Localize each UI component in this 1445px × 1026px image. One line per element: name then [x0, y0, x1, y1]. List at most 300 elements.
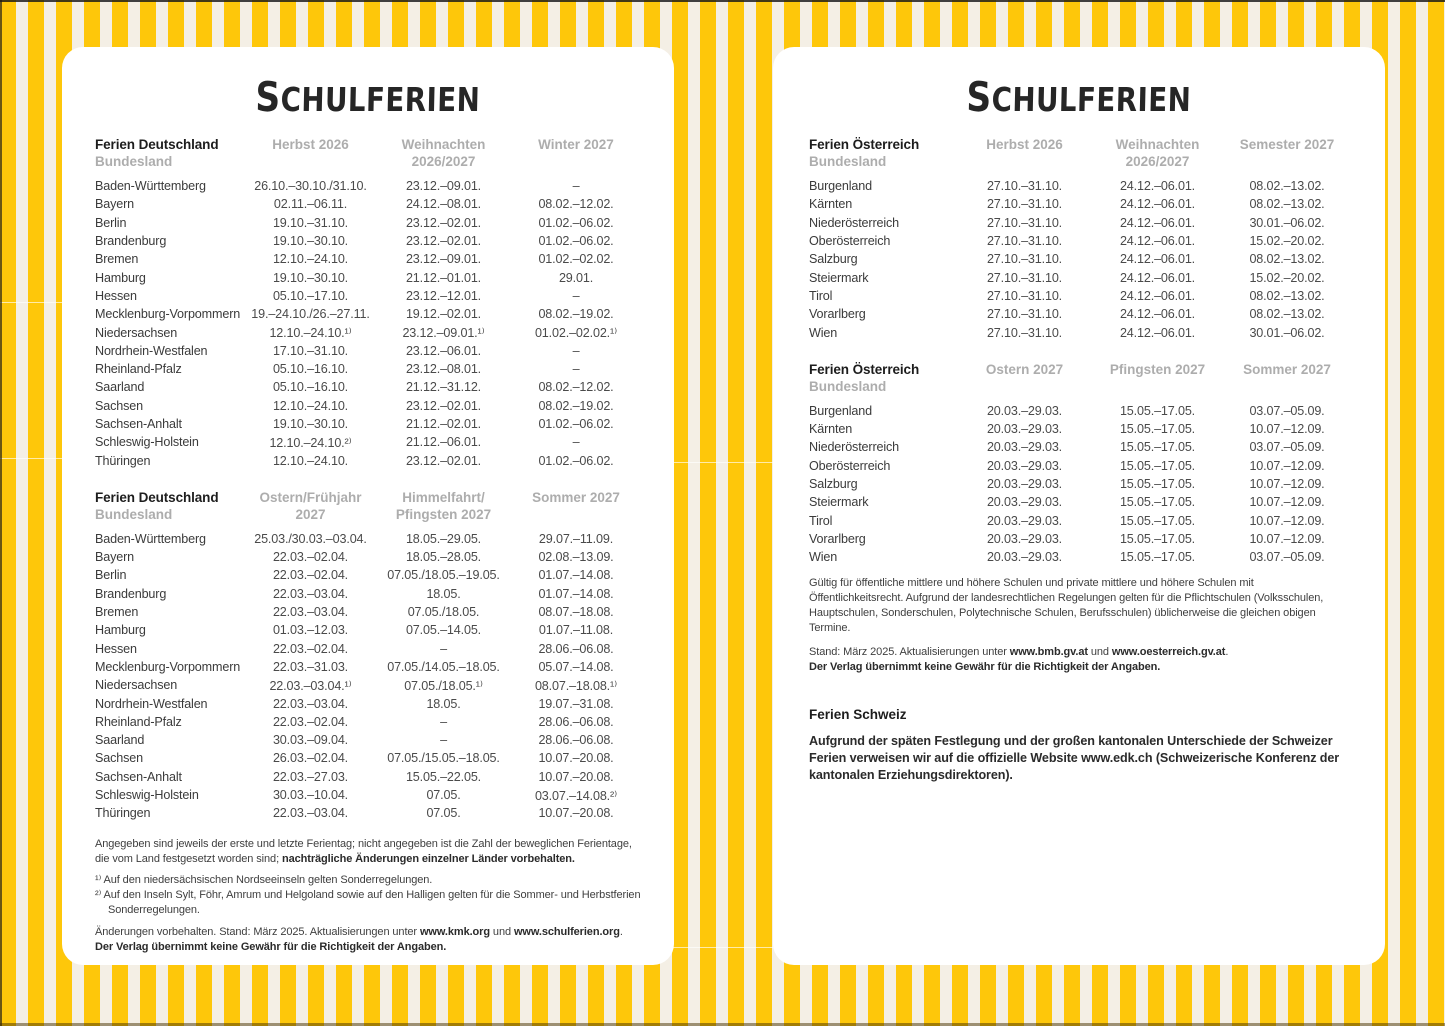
column-header: Ostern 2027 [985, 361, 1064, 377]
date-range: 07.05./18.05.¹⁾ [404, 678, 483, 693]
land-name: Bayern [95, 197, 135, 212]
land-name: Thüringen [95, 453, 151, 468]
table-header-austria-1 [809, 136, 1349, 170]
date-range: 22.03.–02.04. [272, 641, 349, 656]
date-range: 10.07.–12.09. [1249, 495, 1325, 510]
date-range: 12.10.–24.10.²⁾ [269, 435, 352, 450]
date-range: 28.06.–06.08. [538, 641, 614, 656]
table-body-austria-1 [809, 177, 1349, 342]
table-subtitle: Bundesland [809, 378, 887, 394]
land-name: Niederösterreich [809, 440, 899, 455]
land-name: Hessen [95, 288, 137, 303]
table-row [809, 457, 1349, 475]
date-range: 20.03.–29.03. [986, 550, 1063, 565]
date-range: 20.03.–29.03. [986, 440, 1063, 455]
land-name: Schleswig-Holstein [95, 788, 199, 803]
table-row [95, 786, 641, 804]
date-range: 10.07.–20.08. [538, 769, 614, 784]
table-title: Ferien Österreich [809, 137, 920, 152]
link-oesterreich: www.oesterreich.gv.at [1111, 646, 1226, 659]
table-row [809, 438, 1349, 456]
date-range: 15.05.–17.05. [1119, 495, 1196, 510]
date-range: 23.12.–09.01. [405, 252, 482, 267]
date-range: 03.07.–05.09. [1249, 440, 1325, 455]
table-subtitle: Bundesland [809, 154, 887, 169]
column-header: Himmelfahrt/ Pfingsten 2027 [395, 489, 492, 522]
date-range: 08.02.–13.02. [1249, 252, 1325, 267]
date-range: 08.02.–13.02. [1249, 307, 1325, 322]
table-header-germany-1 [95, 136, 641, 170]
table-row [95, 195, 641, 213]
land-name: Niederösterreich [809, 215, 899, 230]
date-range: 01.02.–06.02. [538, 453, 614, 468]
table-header-germany-2 [95, 489, 641, 523]
table-row [809, 177, 1349, 195]
land-name: Schleswig-Holstein [95, 435, 199, 450]
land-name: Nordrhein-Westfalen [95, 343, 208, 358]
table-row [95, 566, 641, 584]
date-range: 15.02.–20.02. [1249, 270, 1325, 285]
date-range: 22.03.–03.04. [272, 586, 349, 601]
date-range: 28.06.–06.08. [538, 733, 614, 748]
table-row [95, 214, 641, 232]
date-range: 27.10.–31.10. [986, 252, 1063, 267]
table-body-germany-1 [95, 177, 641, 470]
column-header: Ostern/Frühjahr 2027 [259, 489, 362, 522]
table-row [809, 305, 1349, 323]
table-row [95, 250, 641, 268]
table-row [809, 250, 1349, 268]
date-range: 21.12.–06.01. [405, 435, 482, 450]
date-range: 10.07.–12.09. [1249, 531, 1325, 546]
land-name: Oberösterreich [809, 458, 891, 473]
table-row [95, 397, 641, 415]
date-range: 12.10.–24.10. [272, 453, 349, 468]
date-range: 15.05.–17.05. [1119, 513, 1196, 528]
table-row [95, 305, 641, 323]
disclaimer-austria: Stand: März 2025. Aktualisierungen unter www.bmb.gv.at und www.oesterreich.gv.at. Der Verlag übernimmt keine Gewähr für die Richtigkeit der Angaben. [809, 645, 1349, 675]
table-row [95, 603, 641, 621]
date-range: 24.12.–06.01. [1119, 288, 1196, 303]
table-row [95, 585, 641, 603]
date-range: 19.10.–31.10. [272, 215, 349, 230]
date-range: 10.07.–12.09. [1249, 513, 1325, 528]
land-name: Burgenland [809, 403, 872, 418]
date-range: 01.02.–06.02. [538, 215, 614, 230]
date-range: 23.12.–06.01. [405, 343, 482, 358]
column-header: Herbst 2026 [986, 137, 1063, 152]
general-note: Angegeben sind jeweils der erste und letzte Ferientag; nicht angegeben ist die Zahl der beweglichen Ferientage, die vom Land festgesetzt worden sind; nachträgliche Änderungen einzelner Länder vorbehalten. [95, 837, 632, 865]
date-range: 03.07.–05.09. [1249, 550, 1325, 565]
date-range: 12.10.–24.10.¹⁾ [269, 326, 352, 341]
date-range: – [572, 362, 580, 377]
land-name: Steiermark [809, 270, 869, 285]
date-range: 27.10.–31.10. [986, 270, 1063, 285]
table-row [95, 640, 641, 658]
date-range: 27.10.–31.10. [986, 325, 1063, 340]
date-range: 18.05. [426, 586, 461, 601]
date-range: 02.11.–06.11. [273, 197, 348, 212]
date-range: 19.10.–30.10. [272, 417, 349, 431]
date-range: 27.10.–31.10. [986, 307, 1063, 322]
land-name: Baden-Württemberg [95, 531, 206, 546]
date-range: 22.03.–03.04. [272, 605, 349, 620]
table-row [95, 433, 641, 451]
date-range: 07.05./18.05. [407, 605, 480, 620]
date-range: 17.10.–31.10. [272, 343, 349, 358]
date-range: 30.01.–06.02. [1249, 215, 1325, 230]
footnotes-germany [95, 837, 641, 955]
date-range: – [440, 714, 447, 729]
land-name: Berlin [95, 215, 127, 230]
date-range: 08.02.–13.02. [1249, 288, 1325, 303]
land-name: Bremen [95, 605, 139, 620]
land-name: Sachsen [95, 751, 143, 766]
date-range: 27.10.–31.10. [986, 234, 1063, 249]
table-row [809, 548, 1349, 566]
date-range: 10.07.–12.09. [1249, 477, 1325, 491]
link-kmk: www.kmk.org [419, 925, 490, 938]
date-range: 23.12.–02.01. [405, 453, 482, 468]
date-range: 01.07.–14.08. [538, 586, 614, 601]
date-range: 08.02.–19.02. [538, 307, 614, 322]
table-row [95, 749, 641, 767]
footnote-2: ²⁾ Auf den Inseln Sylt, Föhr, Amrum und Helgoland sowie auf den Halligen gelten für die Sommer- und Herbstferien Sonderregelungen. [95, 888, 641, 916]
date-range: 24.12.–06.01. [1119, 197, 1196, 212]
land-name: Bayern [95, 550, 135, 565]
date-range: 03.07.–14.08.²⁾ [534, 788, 618, 803]
land-name: Mecklenburg-Vorpommern [95, 307, 241, 322]
date-range: 20.03.–29.03. [986, 531, 1063, 546]
page-seam-line [0, 458, 62, 459]
land-name: Hessen [95, 641, 137, 656]
date-range: 23.12.–08.01. [405, 362, 482, 377]
date-range: – [572, 288, 580, 303]
date-range: 27.10.–31.10. [986, 215, 1063, 230]
date-range: 03.07.–05.09. [1249, 403, 1325, 418]
switzerland-heading: Ferien Schweiz [809, 707, 907, 723]
date-range: 20.03.–29.03. [986, 422, 1063, 437]
date-range: 27.10.–31.10. [986, 179, 1063, 194]
date-range: 10.07.–20.08. [538, 751, 614, 766]
page-seam-line [0, 302, 62, 303]
table-row [95, 713, 641, 731]
publisher-disclaimer: Der Verlag übernimmt keine Gewähr für die Richtigkeit der Angaben. [95, 940, 447, 953]
land-name: Nordrhein-Westfalen [95, 696, 208, 711]
date-range: 07.05./18.05.–19.05. [387, 568, 500, 583]
table-title: Ferien Deutschland [95, 137, 219, 152]
date-range: 05.07.–14.08. [538, 659, 614, 674]
date-range: 10.07.–20.08. [538, 806, 614, 821]
page-title: SCHULFERIEN [255, 73, 481, 121]
date-range: 22.03.–27.03. [272, 769, 349, 784]
date-range: 24.12.–06.01. [1119, 179, 1196, 194]
land-name: Salzburg [809, 477, 858, 491]
date-range: – [440, 641, 447, 656]
date-range: 22.03.–03.04.¹⁾ [269, 678, 352, 693]
date-range: 27.10.–31.10. [986, 288, 1063, 303]
date-range: 23.12.–02.01. [405, 215, 482, 230]
table-row [809, 420, 1349, 438]
table-row [809, 195, 1349, 213]
date-range: 21.12.–31.12. [405, 380, 482, 395]
link-bmb: www.bmb.gv.at [1009, 646, 1088, 659]
date-range: 22.03.–02.04. [272, 714, 349, 729]
date-range: 15.02.–20.02. [1249, 234, 1325, 249]
table-row [809, 402, 1349, 420]
date-range: 19.07.–31.08. [538, 696, 614, 711]
switzerland-note: Aufgrund der späten Festlegung und der großen kantonalen Unterschiede der Schweizer Ferien verweisen wir auf die offizielle Website www.edk.ch (Schweizerische Konferenz der kantonalen Erziehungsdirektoren). [809, 734, 1340, 783]
table-row [95, 658, 641, 676]
footnotes-austria [809, 576, 1349, 675]
date-range: 08.02.–12.02. [538, 197, 614, 212]
date-range: 24.12.–06.01. [1119, 252, 1196, 267]
table-row [95, 530, 641, 548]
date-range: – [572, 343, 580, 358]
date-range: – [572, 179, 580, 194]
land-name: Saarland [95, 380, 145, 395]
table-row [95, 621, 641, 639]
date-range: 22.03.–02.04. [272, 568, 349, 583]
table-row [95, 676, 641, 694]
date-range: 15.05.–17.05. [1119, 458, 1196, 473]
land-name: Saarland [95, 733, 145, 748]
date-range: 20.03.–29.03. [986, 403, 1063, 418]
land-name: Kärnten [809, 197, 853, 212]
table-row [809, 530, 1349, 548]
table-row [95, 232, 641, 250]
table-row [95, 548, 641, 566]
table-row [809, 323, 1349, 341]
date-range: 20.03.–29.03. [986, 458, 1063, 473]
date-range: 23.12.–09.01. [405, 179, 482, 194]
table-row [95, 342, 641, 360]
left-page-germany [62, 47, 674, 965]
land-name: Brandenburg [95, 234, 167, 249]
land-name: Vorarlberg [809, 531, 866, 546]
date-range: 29.07.–11.09. [538, 531, 614, 546]
footnote-1: ¹⁾ Auf den niedersächsischen Nordseeinseln gelten Sonderregelungen. [95, 873, 433, 886]
date-range: 23.12.–02.01. [405, 234, 482, 249]
table-row [95, 694, 641, 712]
date-range: 28.06.–06.08. [538, 714, 614, 729]
land-name: Niedersachsen [95, 678, 178, 693]
date-range: 23.12.–12.01. [405, 288, 482, 303]
land-name: Baden-Württemberg [95, 179, 206, 194]
column-header: Weihnachten 2026/2027 [1115, 137, 1200, 169]
table-row [809, 475, 1349, 493]
date-range: 15.05.–17.05. [1119, 531, 1196, 546]
date-range: 15.05.–22.05. [405, 769, 482, 784]
date-range: 19.10.–30.10. [272, 234, 349, 249]
date-range: 30.03.–09.04. [272, 733, 349, 748]
date-range: 24.12.–06.01. [1119, 270, 1196, 285]
table-row [809, 268, 1349, 286]
table-row [95, 287, 641, 305]
date-range: 07.05./15.05.–18.05. [387, 751, 500, 766]
date-range: 15.05.–17.05. [1119, 550, 1196, 565]
date-range: 18.05.–28.05. [405, 550, 482, 565]
disclaimer-germany: Änderungen vorbehalten. Stand: März 2025. Aktualisierungen unter www.kmk.org und www.schulferien.org. Der Verlag übernimmt keine Gewähr für die Richtigkeit der Angaben. [95, 925, 641, 955]
date-range: 22.03.–03.04. [272, 696, 349, 711]
land-name: Thüringen [95, 806, 151, 821]
table-subtitle: Bundesland [95, 506, 173, 522]
link-schulferien: www.schulferien.org [513, 925, 620, 938]
land-name: Bremen [95, 252, 139, 267]
date-range: – [440, 733, 447, 748]
date-range: 10.07.–12.09. [1249, 422, 1325, 437]
date-range: – [572, 435, 580, 450]
date-range: 22.03.–02.04. [272, 550, 349, 565]
date-range: 07.05. [426, 806, 461, 821]
date-range: 01.02.–02.02. [538, 252, 614, 267]
table-row [95, 360, 641, 378]
date-range: 19.10.–30.10. [272, 270, 349, 285]
date-range: 07.05. [426, 788, 461, 803]
column-header: Sommer 2027 [532, 489, 620, 505]
land-name: Wien [809, 325, 838, 340]
date-range: 27.10.–31.10. [986, 197, 1063, 212]
page-title: SCHULFERIEN [966, 73, 1192, 121]
table-row [95, 451, 641, 469]
land-name: Berlin [95, 568, 127, 583]
date-range: 15.05.–17.05. [1119, 477, 1196, 491]
land-name: Tirol [809, 288, 833, 303]
date-range: 15.05.–17.05. [1119, 403, 1196, 418]
date-range: 30.03.–10.04. [272, 788, 349, 803]
date-range: 08.07.–18.08.¹⁾ [534, 678, 618, 693]
table-row [95, 378, 641, 396]
date-range: 18.05. [426, 696, 461, 711]
date-range: 21.12.–02.01. [405, 417, 482, 431]
column-header: Pfingsten 2027 [1109, 361, 1206, 377]
land-name: Steiermark [809, 495, 869, 510]
date-range: 01.07.–14.08. [538, 568, 614, 583]
table-header-austria-2 [809, 361, 1349, 395]
table-row [95, 268, 641, 286]
table-row [95, 731, 641, 749]
date-range: 01.02.–06.02. [538, 234, 614, 249]
land-name: Rheinland-Pfalz [95, 362, 182, 377]
date-range: 12.10.–24.10. [272, 252, 349, 267]
column-header: Sommer 2027 [1243, 361, 1331, 377]
table-row [809, 232, 1349, 250]
table-title: Ferien Deutschland [95, 489, 219, 505]
table-row [809, 287, 1349, 305]
validity-note: Gültig für öffentliche mittlere und höhere Schulen und private mittlere und höhere Schulen mit Öffentlichkeitsrecht. Aufgrund der landesrechtlichen Regelungen gelten für die Pflichtschulen (Volksschulen, Hauptschulen, Sonderschulen, Polytechnische Schulen, Berufsschulen) üblicherweise die gleichen obigen Termine. [809, 577, 1324, 635]
land-name: Sachsen-Anhalt [95, 769, 182, 784]
date-range: 08.02.–13.02. [1249, 197, 1325, 212]
table-row [95, 768, 641, 786]
table-title: Ferien Österreich [809, 361, 920, 377]
date-range: 26.03.–02.04. [272, 751, 349, 766]
date-range: 05.10.–17.10. [272, 288, 349, 303]
date-range: 19.–24.10./26.–27.11. [251, 307, 370, 322]
date-range: 23.12.–09.01.¹⁾ [402, 326, 485, 341]
land-name: Sachsen [95, 398, 143, 413]
date-range: 12.10.–24.10. [272, 398, 349, 413]
photo-edge-top [0, 0, 1445, 2]
date-range: 22.03.–31.03. [272, 659, 349, 674]
date-range: 22.03.–03.04. [272, 806, 349, 821]
land-name: Mecklenburg-Vorpommern [95, 659, 241, 674]
date-range: 26.10.–30.10./31.10. [254, 179, 367, 194]
land-name: Wien [809, 550, 838, 565]
date-range: 24.12.–06.01. [1119, 215, 1196, 230]
date-range: 01.07.–11.08. [538, 623, 614, 638]
column-header: Herbst 2026 [272, 137, 349, 152]
land-name: Oberösterreich [809, 234, 891, 249]
date-range: 24.12.–06.01. [1119, 325, 1196, 340]
right-page-austria [773, 47, 1385, 965]
land-name: Niedersachsen [95, 325, 178, 340]
date-range: 08.02.–12.02. [538, 380, 614, 395]
date-range: 08.02.–19.02. [538, 398, 614, 413]
column-header: Winter 2027 [538, 137, 614, 152]
date-range: 05.10.–16.10. [272, 380, 349, 395]
date-range: 18.05.–29.05. [405, 531, 482, 546]
table-row [95, 177, 641, 195]
table-body-austria-2 [809, 402, 1349, 567]
land-name: Burgenland [809, 179, 872, 194]
date-range: 24.12.–06.01. [1119, 234, 1196, 249]
date-range: 23.12.–02.01. [405, 398, 482, 413]
date-range: 15.05.–17.05. [1119, 422, 1196, 437]
date-range: 21.12.–01.01. [405, 270, 482, 285]
date-range: 01.03.–12.03. [272, 623, 349, 638]
date-range: 24.12.–06.01. [1119, 307, 1196, 322]
date-range: 24.12.–08.01. [405, 197, 482, 212]
date-range: 25.03./30.03.–03.04. [254, 531, 367, 546]
date-range: 20.03.–29.03. [986, 495, 1063, 510]
date-range: 20.03.–29.03. [986, 513, 1063, 528]
table-row [809, 214, 1349, 232]
table-row [95, 415, 641, 433]
date-range: 20.03.–29.03. [986, 477, 1063, 491]
land-name: Hamburg [95, 623, 146, 638]
table-subtitle: Bundesland [95, 154, 173, 169]
publisher-disclaimer: Der Verlag übernimmt keine Gewähr für die Richtigkeit der Angaben. [809, 661, 1161, 674]
page-seam-line [672, 947, 773, 948]
date-range: 01.02.–02.02.¹⁾ [534, 326, 618, 341]
table-body-germany-2 [95, 530, 641, 823]
date-range: 19.12.–02.01. [405, 307, 482, 322]
land-name: Salzburg [809, 252, 858, 267]
column-header: Semester 2027 [1239, 137, 1335, 152]
land-name: Brandenburg [95, 586, 167, 601]
date-range: 29.01. [558, 270, 594, 285]
date-range: 02.08.–13.09. [538, 550, 614, 565]
land-name: Rheinland-Pfalz [95, 714, 182, 729]
column-header: Weihnachten 2026/2027 [401, 137, 486, 169]
date-range: 01.02.–06.02. [538, 417, 614, 431]
photo-edge-left [0, 0, 2, 1026]
date-range: 07.05.–14.05. [405, 623, 482, 638]
land-name: Tirol [809, 513, 833, 528]
date-range: 15.05.–17.05. [1119, 440, 1196, 455]
land-name: Sachsen-Anhalt [95, 417, 182, 431]
date-range: 08.02.–13.02. [1249, 179, 1325, 194]
table-row [809, 511, 1349, 529]
date-range: 08.07.–18.08. [538, 605, 614, 620]
table-row [95, 804, 641, 822]
land-name: Vorarlberg [809, 307, 866, 322]
page-seam-line [672, 462, 773, 463]
table-row [95, 323, 641, 341]
land-name: Kärnten [809, 422, 853, 437]
date-range: 07.05./14.05.–18.05. [387, 659, 500, 674]
date-range: 10.07.–12.09. [1249, 458, 1325, 473]
